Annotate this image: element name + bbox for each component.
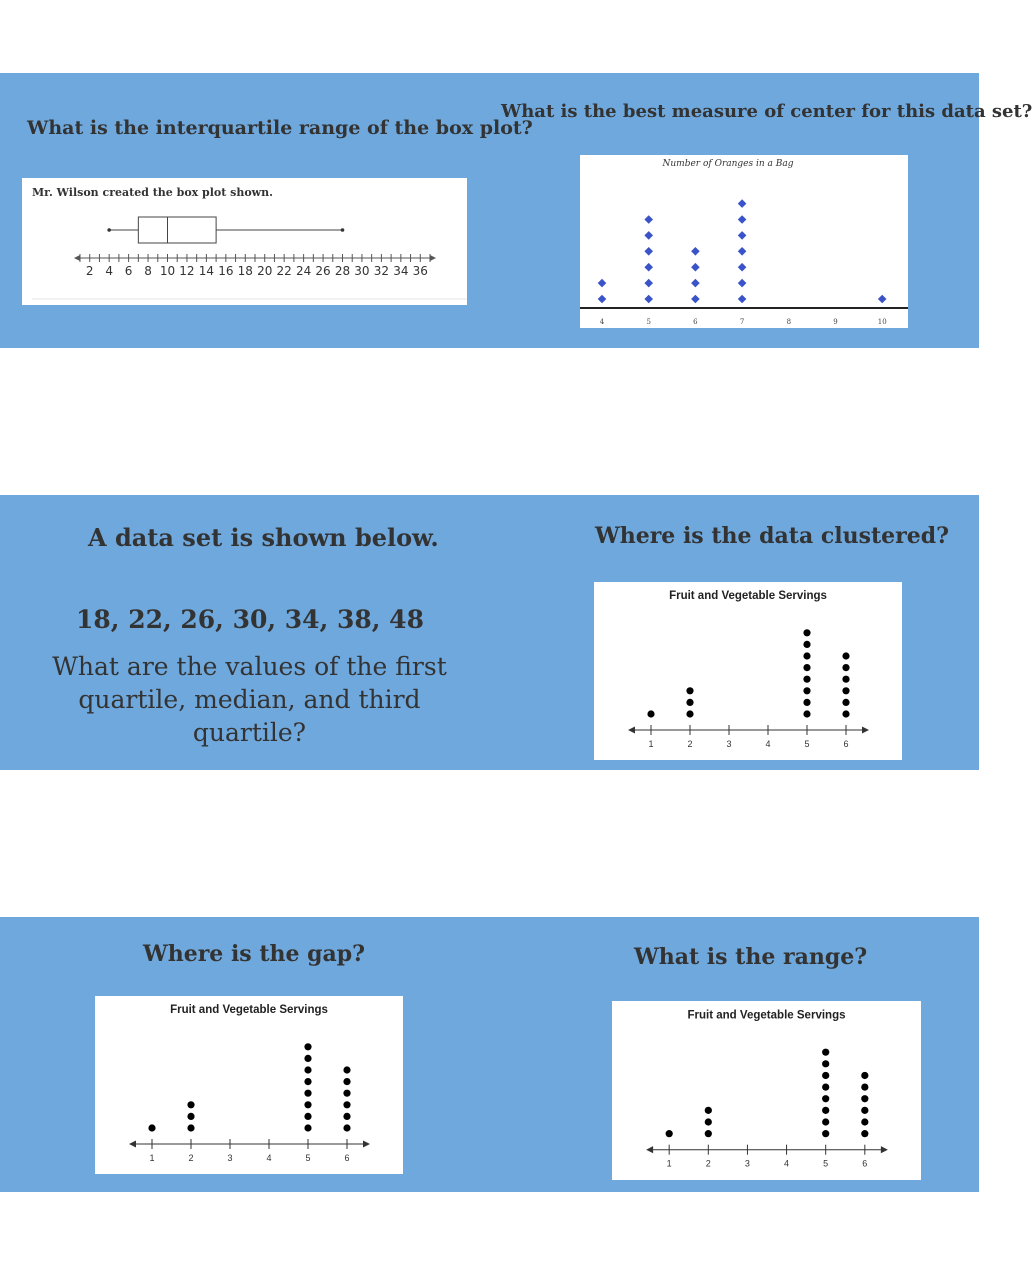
number-line-right-arrow: [430, 255, 436, 261]
data-dot: [842, 664, 849, 671]
oranges-dot-plot: [580, 155, 908, 328]
servings-dot-plot-3: [612, 1001, 921, 1180]
axis-right-arrow: [363, 1141, 370, 1148]
data-diamond: [644, 295, 653, 304]
tick-label: 8: [786, 318, 792, 326]
data-dot: [686, 699, 693, 706]
data-dot: [861, 1130, 868, 1137]
tick-label: 36: [412, 264, 428, 278]
number-line-left-arrow: [74, 255, 80, 261]
data-diamond: [878, 295, 887, 304]
tick-label: 6: [693, 318, 698, 326]
data-dot: [187, 1101, 194, 1108]
data-diamond: [598, 295, 607, 304]
chart-title: Fruit and Vegetable Servings: [687, 1009, 846, 1022]
tick-label: 4: [765, 739, 771, 749]
box-plot-card: [22, 178, 467, 305]
servings-dot-plot-card-2: [95, 996, 403, 1174]
axis-left-arrow: [129, 1141, 136, 1148]
data-dot: [803, 687, 810, 694]
question-center: What is the best measure of center for this data set?: [501, 101, 1032, 122]
tick-label: 2: [188, 1153, 194, 1163]
data-dot: [304, 1124, 311, 1131]
axis-right-arrow: [881, 1146, 888, 1153]
data-dot: [822, 1083, 829, 1090]
data-dot: [304, 1101, 311, 1108]
tick-label: 16: [218, 264, 234, 278]
data-diamond: [644, 231, 653, 240]
data-dot: [842, 687, 849, 694]
data-diamond: [738, 279, 747, 288]
data-diamond: [691, 279, 700, 288]
data-dot: [861, 1095, 868, 1102]
question-iqr: What is the interquartile range of the box plot?: [27, 117, 533, 139]
data-dot: [822, 1095, 829, 1102]
data-diamond: [644, 279, 653, 288]
tick-label: 7: [739, 318, 745, 326]
tick-label: 28: [334, 264, 351, 278]
data-dot: [343, 1124, 350, 1131]
data-dot: [686, 710, 693, 717]
tick-label: 4: [599, 318, 605, 326]
data-dot: [187, 1113, 194, 1120]
data-dot: [304, 1043, 311, 1050]
chart-title: Number of Oranges in a Bag: [662, 159, 794, 169]
data-dot: [842, 710, 849, 717]
data-diamond: [738, 263, 747, 272]
data-dot: [861, 1118, 868, 1125]
data-diamond: [644, 215, 653, 224]
data-diamond: [691, 247, 700, 256]
oranges-dot-plot-card: [580, 155, 908, 328]
tick-label: 3: [227, 1153, 233, 1163]
data-dot: [842, 676, 849, 683]
data-dot: [304, 1090, 311, 1097]
tick-label: 30: [354, 264, 370, 278]
tick-label: 32: [373, 264, 390, 278]
data-diamond: [738, 247, 747, 256]
data-dot: [842, 652, 849, 659]
data-dot: [803, 629, 810, 636]
tick-label: 10: [877, 318, 887, 326]
servings-dot-plot-2: [95, 996, 403, 1174]
tick-label: 2: [687, 739, 693, 749]
question-band-3: [0, 917, 979, 1192]
tick-label: 2: [85, 264, 94, 278]
data-dot: [822, 1118, 829, 1125]
data-dot: [304, 1113, 311, 1120]
axis-left-arrow: [628, 727, 635, 734]
servings-dot-plot-1: [594, 582, 902, 760]
question-gap: Where is the gap?: [143, 941, 366, 967]
tick-label: 34: [393, 264, 409, 278]
tick-label: 1: [666, 1158, 672, 1169]
tick-label: 14: [198, 264, 215, 278]
data-dot: [343, 1101, 350, 1108]
data-dot: [803, 652, 810, 659]
iqr-box: [138, 217, 216, 243]
data-dot: [666, 1130, 673, 1137]
data-dot: [304, 1078, 311, 1085]
tick-label: 8: [144, 264, 152, 278]
data-diamond: [738, 231, 747, 240]
data-diamond: [644, 247, 653, 256]
data-dot: [705, 1107, 712, 1114]
data-diamond: [598, 279, 607, 288]
data-dot: [343, 1113, 350, 1120]
data-dot: [822, 1072, 829, 1079]
data-dot: [822, 1060, 829, 1067]
data-dot: [705, 1130, 712, 1137]
data-dot: [803, 699, 810, 706]
tick-label: 6: [862, 1158, 868, 1169]
tick-label: 26: [315, 264, 331, 278]
data-dot: [187, 1124, 194, 1131]
data-set-values: 18, 22, 26, 30, 34, 38, 48: [76, 605, 424, 634]
chart-title: Fruit and Vegetable Servings: [669, 590, 827, 602]
data-diamond: [691, 263, 700, 272]
data-dot: [861, 1083, 868, 1090]
data-dot: [842, 699, 849, 706]
data-diamond: [691, 295, 700, 304]
tick-label: 6: [344, 1153, 350, 1163]
data-dot: [304, 1066, 311, 1073]
tick-label: 1: [648, 739, 654, 749]
axis-left-arrow: [646, 1146, 653, 1153]
tick-label: 18: [237, 264, 253, 278]
tick-label: 6: [843, 739, 849, 749]
servings-dot-plot-card-1: [594, 582, 902, 760]
tick-label: 2: [705, 1158, 711, 1169]
tick-label: 9: [833, 318, 838, 326]
axis-right-arrow: [862, 727, 869, 734]
tick-label: 12: [179, 264, 195, 278]
data-set-heading: A data set is shown below.: [88, 523, 439, 552]
tick-label: 1: [149, 1153, 155, 1163]
tick-label: 4: [266, 1153, 272, 1163]
tick-label: 20: [257, 264, 273, 278]
box-plot-caption: Mr. Wilson created the box plot shown.: [32, 186, 273, 199]
min-point: [107, 228, 111, 232]
tick-label: 4: [105, 264, 113, 278]
data-diamond: [644, 263, 653, 272]
data-dot: [705, 1118, 712, 1125]
servings-dot-plot-card-3: [612, 1001, 921, 1180]
data-dot: [304, 1055, 311, 1062]
data-diamond: [738, 295, 747, 304]
data-dot: [343, 1078, 350, 1085]
data-dot: [822, 1049, 829, 1056]
data-dot: [861, 1107, 868, 1114]
tick-label: 6: [124, 264, 133, 278]
data-dot: [803, 641, 810, 648]
data-dot: [803, 676, 810, 683]
data-diamond: [738, 215, 747, 224]
data-dot: [343, 1066, 350, 1073]
tick-label: 3: [744, 1158, 750, 1169]
data-dot: [861, 1072, 868, 1079]
data-dot: [686, 687, 693, 694]
question-clustered: Where is the data clustered?: [595, 523, 950, 549]
data-dot: [343, 1090, 350, 1097]
tick-label: 3: [726, 739, 732, 749]
question-range: What is the range?: [634, 944, 868, 970]
tick-label: 5: [646, 318, 651, 326]
data-dot: [647, 710, 654, 717]
tick-label: 5: [823, 1158, 829, 1169]
data-dot: [148, 1124, 155, 1131]
tick-label: 10: [159, 264, 176, 278]
chart-title: Fruit and Vegetable Servings: [170, 1004, 328, 1016]
box-plot: [22, 178, 467, 305]
data-dot: [822, 1130, 829, 1137]
tick-label: 22: [276, 264, 292, 278]
question-band-2: [0, 495, 979, 770]
tick-label: 4: [784, 1158, 790, 1169]
question-band-1: [0, 73, 1032, 348]
data-dot: [822, 1107, 829, 1114]
data-dot: [803, 710, 810, 717]
tick-label: 24: [295, 264, 312, 278]
max-point: [341, 228, 345, 232]
tick-label: 5: [804, 739, 810, 749]
quartile-prompt: What are the values of the first quartile, median, and third quartile?: [52, 652, 447, 747]
data-diamond: [738, 199, 747, 208]
data-dot: [803, 664, 810, 671]
tick-label: 5: [305, 1153, 311, 1163]
